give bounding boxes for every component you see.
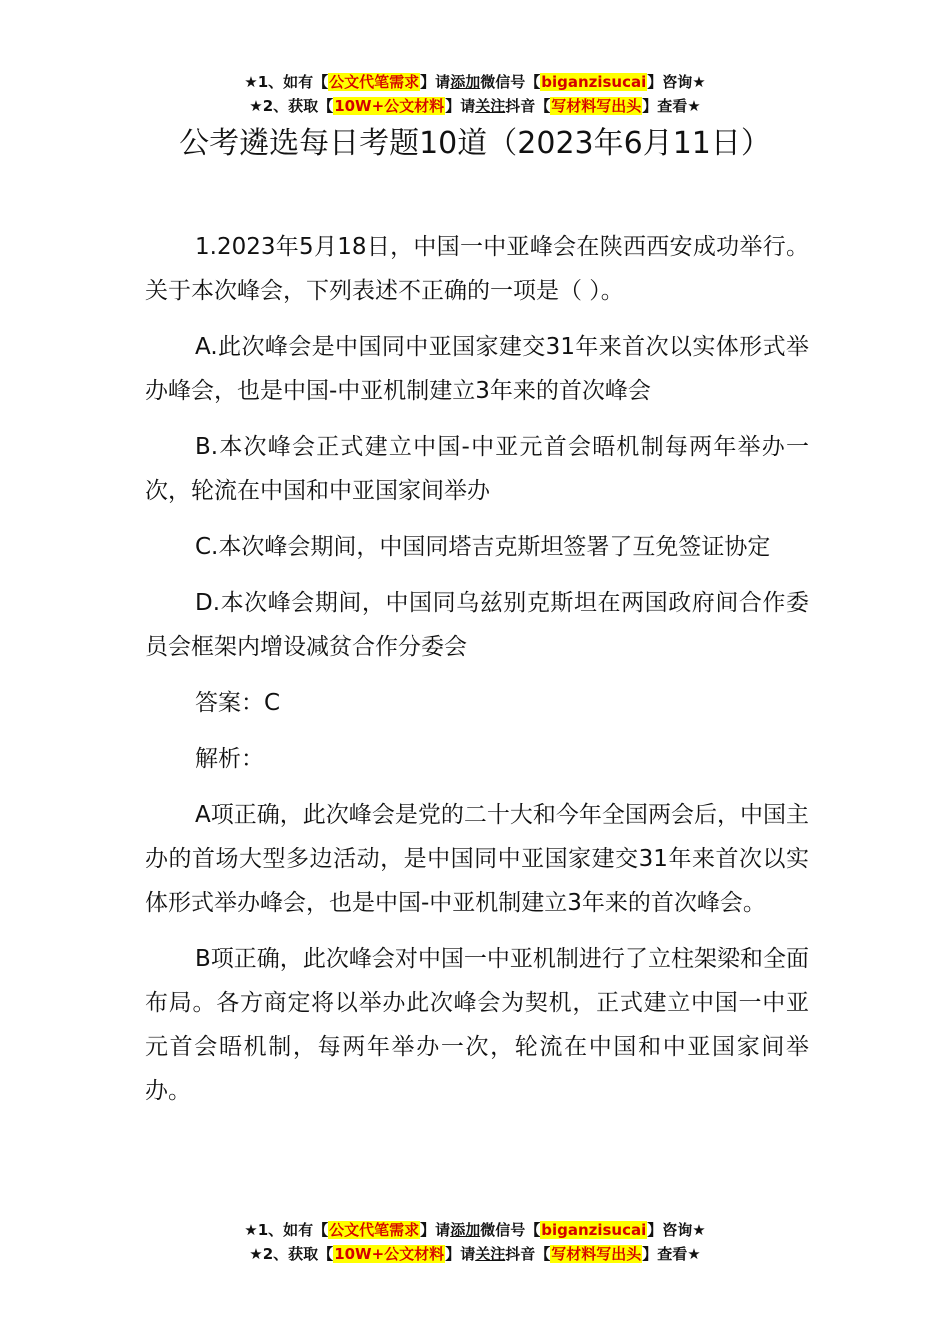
answer: 答案：C [195,690,281,716]
analysis-b: B项正确，此次峰会对中国一中亚机制进行了立柱架梁和全面布局。各方商定将以举办此次峰会为契机，正式建立中国一中亚元首会晤机制，每两年举办一次，轮流在中国和中亚国家间举办。 [145,946,809,1104]
footer-banner [0,1218,950,1266]
option-d: D.本次峰会期间，中国同乌兹别克斯坦在两国政府间合作委员会框架内增设减贫合作分委会 [145,590,809,660]
banner-text: 】查看★ [642,1245,701,1263]
question-stem: 1.2023年5月18日，中国一中亚峰会在陕西西安成功举行。关于本次峰会，下列表述不正确的一项是（ ）。 [145,234,809,304]
page-title: 公考遴选每日考题10道（2023年6月11日） [179,126,771,161]
banner-underline: 关注 [475,97,506,115]
banner-text: 】查看★ [642,97,701,115]
banner-text: ★1、如有【 [244,1221,329,1239]
banner-text: 抖音【 [505,97,551,115]
banner-underline: 添加 [450,73,481,91]
option-c: C.本次峰会期间，中国同塔吉克斯坦签署了互免签证协定 [195,534,771,560]
banner-text: 抖音【 [505,1245,551,1263]
banner-text: 】咨询★ [647,73,706,91]
banner-text: 微信号【 [480,1221,541,1239]
banner-text: 微信号【 [480,73,541,91]
banner-line-1 [0,70,950,94]
banner-line-2 [0,1242,950,1266]
banner-text: 】请 [420,1221,451,1239]
banner-text: ★1、如有【 [244,73,329,91]
banner-underline: 关注 [475,1245,506,1263]
banner-text: 】请 [420,73,451,91]
banner-highlight: 公文代笔需求 [329,1221,420,1239]
banner-highlight: 写材料写出头 [551,97,642,115]
banner-line-1 [0,1218,950,1242]
document-body [145,225,809,1125]
banner-highlight: 10W+公文材料 [334,97,445,115]
banner-highlight: 公文代笔需求 [329,73,420,91]
analysis-label: 解析： [195,746,264,772]
banner-highlight: 写材料写出头 [551,1245,642,1263]
header-banner [0,70,950,118]
banner-underline: 添加 [450,1221,481,1239]
banner-line-2 [0,94,950,118]
option-b: B.本次峰会正式建立中国-中亚元首会晤机制每两年举办一次，轮流在中国和中亚国家间举办 [145,434,809,504]
analysis-a: A项正确，此次峰会是党的二十大和今年全国两会后，中国主办的首场大型多边活动，是中国同中亚国家建交31年来首次以实体形式举办峰会，也是中国-中亚机制建立3年来的首次峰会。 [145,802,809,916]
banner-text: 】请 [445,97,476,115]
banner-highlight: biganzisucai [541,1221,647,1239]
banner-text: ★2、获取【 [249,97,334,115]
banner-text: ★2、获取【 [249,1245,334,1263]
banner-highlight: biganzisucai [541,73,647,91]
banner-text: 】咨询★ [647,1221,706,1239]
banner-text: 】请 [445,1245,476,1263]
option-a: A.此次峰会是中国同中亚国家建交31年来首次以实体形式举办峰会，也是中国-中亚机制建立3年来的首次峰会 [145,334,809,404]
banner-highlight: 10W+公文材料 [334,1245,445,1263]
